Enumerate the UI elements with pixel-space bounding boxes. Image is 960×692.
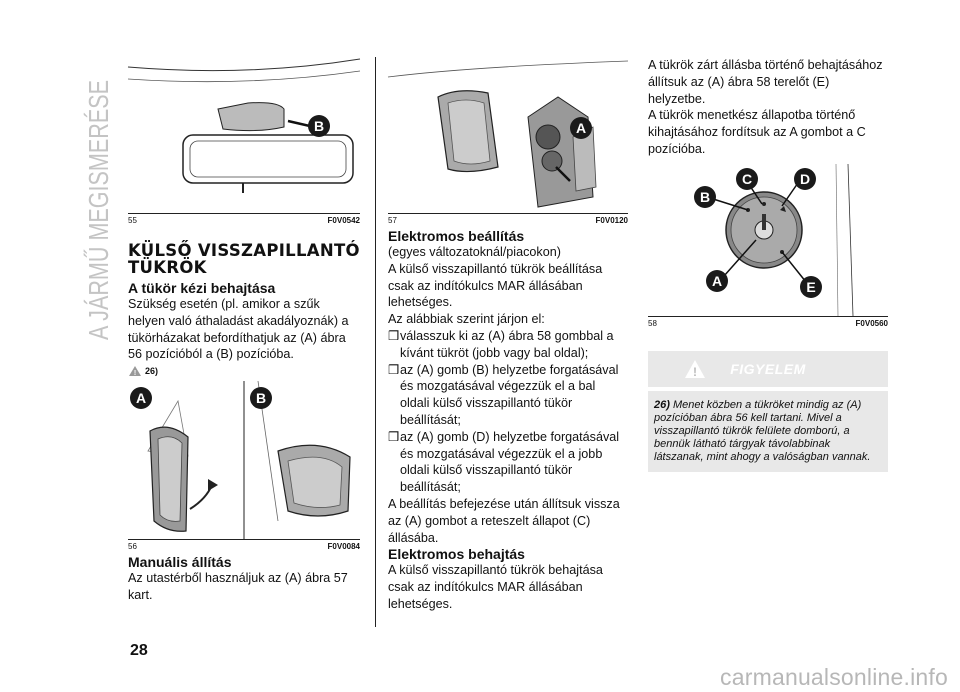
paragraph: Az alábbiak szerint járjon el: <box>388 312 545 327</box>
label-a-icon <box>706 270 728 292</box>
figure-55-caption <box>128 216 360 228</box>
mirror-lever-illustration <box>388 57 628 213</box>
warning-text: Menet közben a tükröket mindig az (A) pozícióban ábra 56 kell tartani. Mivel a visszapillantó tükrök felülete domború, a bennük látható tárgyak távolabbinak látszanak, mint ahogy a valóságban vannak. <box>654 398 871 463</box>
figure-code: F0V0084 <box>327 542 360 552</box>
figure-58 <box>648 164 888 317</box>
label-b-icon <box>308 115 330 137</box>
column-left <box>128 57 360 604</box>
column-right <box>648 57 888 472</box>
figure-57 <box>388 57 628 214</box>
page-number: 28 <box>130 642 148 659</box>
figure-number: 56 <box>128 542 137 552</box>
paragraph: A beállítás befejezése után állítsuk vissza az (A) gombot a reteszelt állapot (C) állásába. <box>388 496 620 545</box>
label-a-icon <box>130 387 152 409</box>
svg-text:B: B <box>255 390 267 407</box>
subheading-manual-fold: A tükör kézi behajtása <box>128 280 276 296</box>
bullet-icon: ❒ <box>388 362 400 377</box>
svg-text:A: A <box>575 120 587 136</box>
list-item-text: az (A) gomb (B) helyzetbe forgatásával és mozgatásával végezzük el a bal oldali külső visszapillantó tükör beállítását; <box>400 362 619 427</box>
bullet-icon: ❒ <box>388 328 400 343</box>
svg-text:B: B <box>313 118 325 134</box>
warning-header <box>648 351 888 387</box>
paragraph: A külső visszapillantó tükrök beállítása csak az indítókulcs MAR állásában lehetséges. <box>388 261 603 310</box>
side-mirror-fold-illustration <box>128 381 360 539</box>
figure-58-caption <box>648 319 888 331</box>
svg-text:!: ! <box>133 370 137 378</box>
label-e-icon <box>800 276 822 298</box>
watermark: carmanualsonline.info <box>720 664 948 690</box>
warning-ref-number: 26) <box>145 366 159 377</box>
figure-number: 58 <box>648 318 657 328</box>
label-c-icon <box>736 168 758 190</box>
svg-text:A: A <box>711 272 723 289</box>
side-section-title-text: A JÁRMŰ MEGISMERÉSE <box>83 2 114 340</box>
figure-number: 57 <box>388 216 397 225</box>
paragraph: A külső visszapillantó tükrök behajtása csak az indítókulcs MAR állásában lehetséges. <box>388 563 603 611</box>
label-d-icon <box>794 168 816 190</box>
subheading-electric-fold: Elektromos behajtás <box>388 546 525 563</box>
side-section-title <box>6 2 114 340</box>
label-b-icon <box>250 387 272 409</box>
figure-code: F0V0542 <box>327 216 360 225</box>
paragraph: A tükrök menetkész állapotba történő kihajtásához fordítsuk az A gombot a C pozícióba. <box>648 108 866 156</box>
list-item <box>388 362 628 429</box>
svg-text:C: C <box>741 170 753 187</box>
list-item-text: az (A) gomb (D) helyzetbe forgatásával és mozgatásával végezzük el a jobb oldali külső visszapillantó tükör beállítását; <box>400 429 620 495</box>
mirror-control-knob-illustration <box>648 164 888 316</box>
paragraph: Az utastérből használjuk az (A) ábra 57 kart. <box>128 571 348 602</box>
label-b-icon <box>694 186 716 208</box>
svg-text:A: A <box>135 390 147 407</box>
figure-55 <box>128 57 360 214</box>
section-heading: KÜLSŐ VISSZAPILLANTÓ TÜKRÖK <box>128 241 360 277</box>
warning-box <box>648 351 888 472</box>
figure-code: F0V0560 <box>855 318 888 328</box>
svg-text:!: ! <box>693 364 697 379</box>
warning-title: FIGYELEM <box>730 360 806 377</box>
svg-text:E: E <box>806 278 816 295</box>
warning-triangle-icon <box>128 365 142 377</box>
warning-reference <box>128 365 360 377</box>
figure-57-caption <box>388 216 628 228</box>
column-middle <box>388 57 628 613</box>
paragraph: A tükrök zárt állásba történő behajtásához állítsuk az (A) ábra 58 terelőt (E) helyzetbe. <box>648 58 883 106</box>
list-item-text: válasszuk ki az (A) ábra 58 gombbal a kívánt tükröt (jobb vagy bal oldal); <box>400 328 614 360</box>
subheading-manual-adjust: Manuális állítás <box>128 554 232 571</box>
svg-text:D: D <box>799 170 811 187</box>
subheading-electric-adjust: Elektromos beállítás <box>388 228 525 244</box>
paragraph: Szükség esetén (pl. amikor a szűk helyen való áthaladást akadályoznák) a tükörházakat befordíthatjuk az (A) ábra 56 pozícióból a (B) pozícióba. <box>128 297 349 362</box>
warning-number: 26) <box>654 398 670 411</box>
list-item <box>388 429 628 496</box>
label-a-icon <box>570 117 592 139</box>
list-item <box>388 328 628 362</box>
figure-number: 55 <box>128 216 137 225</box>
figure-56-caption <box>128 542 360 554</box>
figure-56 <box>128 381 360 540</box>
column-divider <box>375 57 376 627</box>
warning-body <box>648 391 888 472</box>
bullet-icon: ❒ <box>388 429 400 444</box>
svg-text:B: B <box>699 188 711 205</box>
figure-code: F0V0120 <box>595 216 628 225</box>
paragraph: (egyes változatoknál/piacokon) <box>388 245 561 259</box>
